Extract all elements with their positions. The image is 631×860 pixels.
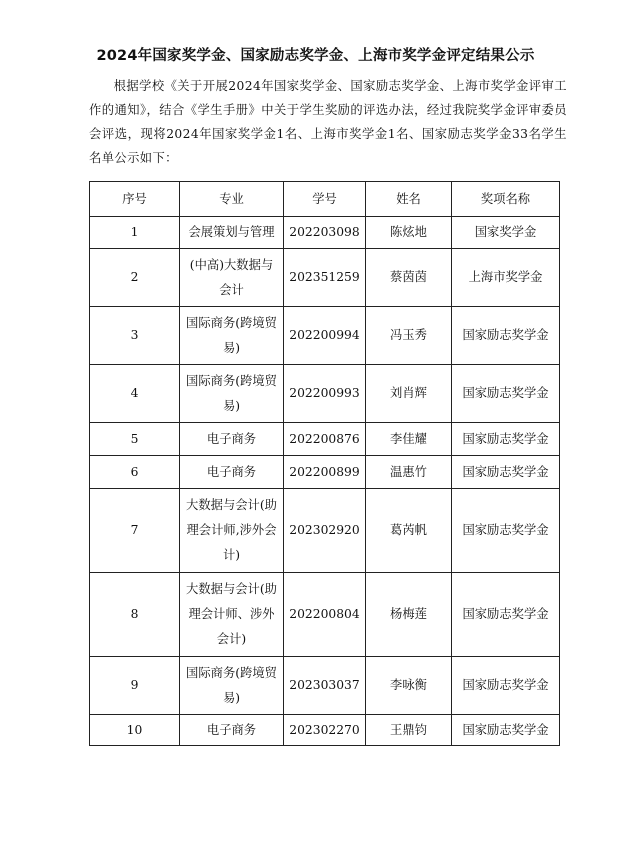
cell-name: 蔡茵茵 <box>366 249 452 307</box>
cell-major <box>180 307 284 365</box>
table-row <box>90 217 560 249</box>
cell-award: 国家励志奖学金 <box>452 715 560 746</box>
cell-major <box>180 365 284 423</box>
table-row <box>90 657 560 715</box>
major-text: 大数据与会计(助理会计师,涉外会计) <box>186 498 277 562</box>
cell-no: 8 <box>90 573 180 657</box>
cell-award: 上海市奖学金 <box>452 249 560 307</box>
cell-student-id: 202203098 <box>284 217 366 249</box>
cell-award: 国家励志奖学金 <box>452 365 560 423</box>
table-row <box>90 249 560 307</box>
cell-name: 王鼎钧 <box>366 715 452 746</box>
major-text: (中高)大数据与会计 <box>189 257 274 297</box>
major-text: 电子商务 <box>206 464 257 479</box>
document-title: 2024年国家奖学金、国家励志奖学金、上海市奖学金评定结果公示 <box>96 48 535 64</box>
table-header-row <box>90 182 560 217</box>
cell-award: 国家励志奖学金 <box>452 573 560 657</box>
table-row <box>90 489 560 573</box>
cell-award: 国家励志奖学金 <box>452 489 560 573</box>
cell-name: 陈炫地 <box>366 217 452 249</box>
cell-student-id: 202303037 <box>284 657 366 715</box>
cell-major <box>180 249 284 307</box>
cell-no: 1 <box>90 217 180 249</box>
cell-no: 9 <box>90 657 180 715</box>
cell-award: 国家励志奖学金 <box>452 657 560 715</box>
header-award: 奖项名称 <box>452 182 560 217</box>
major-text: 国际商务(跨境贸易) <box>186 315 277 355</box>
cell-name: 李佳耀 <box>366 423 452 456</box>
cell-award: 国家励志奖学金 <box>452 423 560 456</box>
major-text: 会展策划与管理 <box>188 225 275 239</box>
table-row <box>90 573 560 657</box>
cell-student-id: 202302920 <box>284 489 366 573</box>
cell-name: 冯玉秀 <box>366 307 452 365</box>
table-row <box>90 365 560 423</box>
cell-award: 国家励志奖学金 <box>452 456 560 489</box>
cell-no: 3 <box>90 307 180 365</box>
cell-major <box>180 217 284 249</box>
cell-major <box>180 456 284 489</box>
header-no: 序号 <box>90 182 180 217</box>
cell-no: 4 <box>90 365 180 423</box>
cell-major <box>180 489 284 573</box>
cell-name: 刘肖辉 <box>366 365 452 423</box>
major-text: 电子商务 <box>206 722 257 737</box>
cell-major <box>180 715 284 746</box>
cell-name: 葛芮帆 <box>366 489 452 573</box>
cell-student-id: 202200876 <box>284 423 366 456</box>
cell-major <box>180 573 284 657</box>
cell-student-id: 202200993 <box>284 365 366 423</box>
cell-student-id: 202200994 <box>284 307 366 365</box>
cell-student-id: 202200804 <box>284 573 366 657</box>
cell-name: 温惠竹 <box>366 456 452 489</box>
header-student-id: 学号 <box>284 182 366 217</box>
table-row <box>90 456 560 489</box>
cell-no: 5 <box>90 423 180 456</box>
scholarship-table <box>89 181 560 746</box>
major-text: 电子商务 <box>206 431 257 446</box>
major-text: 国际商务(跨境贸易) <box>186 373 277 413</box>
table-row <box>90 715 560 746</box>
cell-major <box>180 657 284 715</box>
cell-no: 7 <box>90 489 180 573</box>
cell-award: 国家奖学金 <box>452 217 560 249</box>
table-row <box>90 423 560 456</box>
cell-student-id: 202200899 <box>284 456 366 489</box>
table-row <box>90 307 560 365</box>
major-text: 国际商务(跨境贸易) <box>186 665 277 705</box>
cell-name: 李咏衡 <box>366 657 452 715</box>
cell-no: 10 <box>90 715 180 746</box>
cell-student-id: 202302270 <box>284 715 366 746</box>
header-name: 姓名 <box>366 182 452 217</box>
cell-no: 2 <box>90 249 180 307</box>
cell-major <box>180 423 284 456</box>
cell-student-id: 202351259 <box>284 249 366 307</box>
cell-award: 国家励志奖学金 <box>452 307 560 365</box>
cell-name: 杨梅莲 <box>366 573 452 657</box>
header-major: 专业 <box>180 182 284 217</box>
cell-no: 6 <box>90 456 180 489</box>
intro-paragraph: 根据学校《关于开展2024年国家奖学金、国家励志奖学金、上海市奖学金评审工作的通知》，结合《学生手册》中关于学生奖励的评选办法，经过我院奖学金评审委员会评选，现将2024年国家奖学金1名、上海市奖学金1名、国家励志奖学金33名学生名单公示如下： <box>89 79 567 165</box>
major-text: 大数据与会计(助理会计师、涉外会计) <box>186 582 277 646</box>
